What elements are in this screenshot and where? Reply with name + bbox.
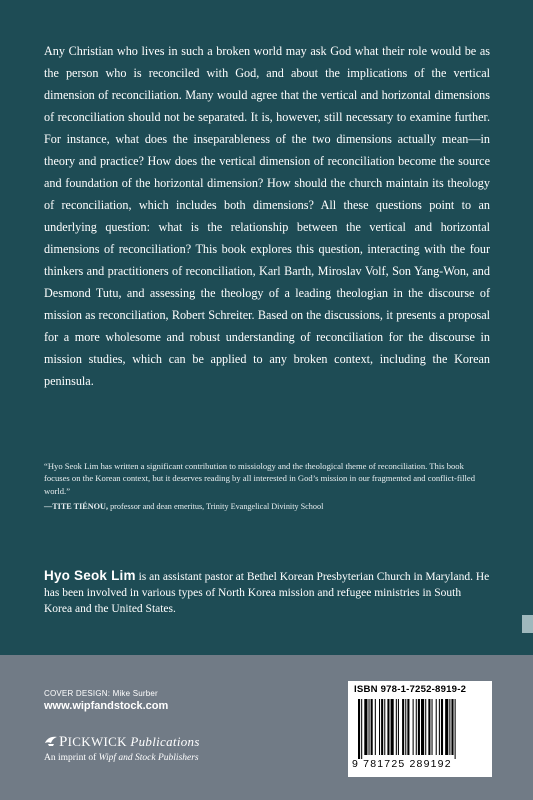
barcode-bar	[436, 699, 437, 755]
barcode-bar	[439, 699, 440, 755]
barcode-bar	[418, 699, 420, 755]
barcode-bar	[396, 699, 397, 755]
barcode-bar	[455, 699, 456, 759]
barcode-digits: 9 781725 289192	[352, 758, 452, 770]
endorsement-attribution	[44, 501, 490, 513]
barcode-bar	[369, 699, 370, 755]
endorsement	[44, 460, 490, 514]
barcode-bar	[441, 699, 443, 755]
imprint-prefix: An imprint of	[44, 753, 97, 763]
barcode-bar	[364, 699, 367, 755]
barcode-bar	[398, 699, 399, 755]
barcode-bar	[371, 699, 373, 755]
barcode-bar	[391, 699, 394, 755]
barcode-block	[348, 681, 492, 777]
barcode-bar	[413, 699, 414, 755]
author-name: Hyo Seok Lim	[44, 568, 136, 583]
barcode-bar	[402, 699, 404, 755]
publisher-name	[44, 734, 200, 751]
barcode-bar	[416, 699, 417, 755]
barcode-bar	[387, 699, 389, 755]
author-bio	[44, 568, 490, 617]
author-bio-text: is an assistant pastor at Bethel Korean Presbyterian Church in Maryland. He has been involved in various types of North Korea mission and refugee ministries in South Korea and the United States.	[44, 571, 490, 615]
publisher-name-rest: ICKWICK	[67, 734, 127, 749]
book-blurb: Any Christian who lives in such a broken world may ask God what their role would be as the person who is reconciled with God, and about the implications of the vertical dimension of reconciliation. Many would agree that the vertical and horizontal dimensions of reconciliation should not be separated. It is, however, still necessary to examine further. For instance, what does the inseparableness of the two dimensions actually mean—in theory and practice? How does the vertical dimension of reconciliation become the source and foundation of the horizontal dimension? How should the church maintain its theology of reconciliation, which includes both dimensions? All these questions point to an underlying question: what is the relationship between the vertical and horizontal dimensions of reconciliation? This book explores this question, interacting with the four thinkers and practitioners of reconciliation, Karl Barth, Miroslav Volf, Son Yang-Won, and Desmond Tutu, and assessing the theology of a leading theologian in the discourse of mission as reconciliation, Robert Schreiter. Based on the discussions, it presents a proposal for a more wholesome and robust understanding of reconciliation for the discourse in mission studies, which can be applied to any broken context, including the Korean peninsula.	[44, 44, 490, 388]
pickwick-bird-icon	[44, 735, 58, 747]
publisher-name-italic: Publications	[130, 734, 200, 749]
cover-credits	[44, 689, 168, 712]
barcode-bar	[428, 699, 430, 755]
barcode-bar	[432, 699, 433, 755]
endorsement-quote: “Hyo Seok Lim has written a significant contribution to missiology and the theological theme of reconciliation. This book focuses on the Korean context, but it deserves reading by all interested in God’s mission in our fragmented and conflict-filled world.”	[44, 461, 476, 496]
barcode-bar	[381, 699, 383, 755]
barcode-icon	[358, 699, 484, 759]
isbn-label: ISBN 978-1-7252-8919-2	[354, 684, 467, 695]
publisher-imprint	[44, 753, 200, 763]
publisher-name-initial: P	[59, 734, 68, 750]
barcode-bar	[379, 699, 380, 755]
endorser-title: professor and dean emeritus, Trinity Evangelical Divinity School	[110, 502, 324, 512]
barcode-bar	[421, 699, 424, 755]
barcode-bar	[451, 699, 453, 755]
barcode-bar	[407, 699, 409, 755]
barcode-bar	[405, 699, 406, 755]
barcode-bar	[445, 699, 448, 755]
barcode-bar	[361, 699, 362, 759]
imprint-name: Wipf and Stock Publishers	[98, 753, 199, 763]
barcode-bar	[375, 699, 376, 755]
publisher-logo	[44, 734, 200, 763]
barcode-bar	[449, 699, 450, 755]
cover-design-credit: COVER DESIGN: Mike Surber	[44, 689, 158, 698]
endorser-name: —TITE TIÉNOU,	[44, 502, 109, 512]
barcode-bar	[425, 699, 426, 755]
barcode-bar	[358, 699, 360, 759]
barcode-bar	[384, 699, 385, 755]
spine-tab-marker	[522, 615, 533, 633]
publisher-url: www.wipfandstock.com	[44, 700, 169, 712]
